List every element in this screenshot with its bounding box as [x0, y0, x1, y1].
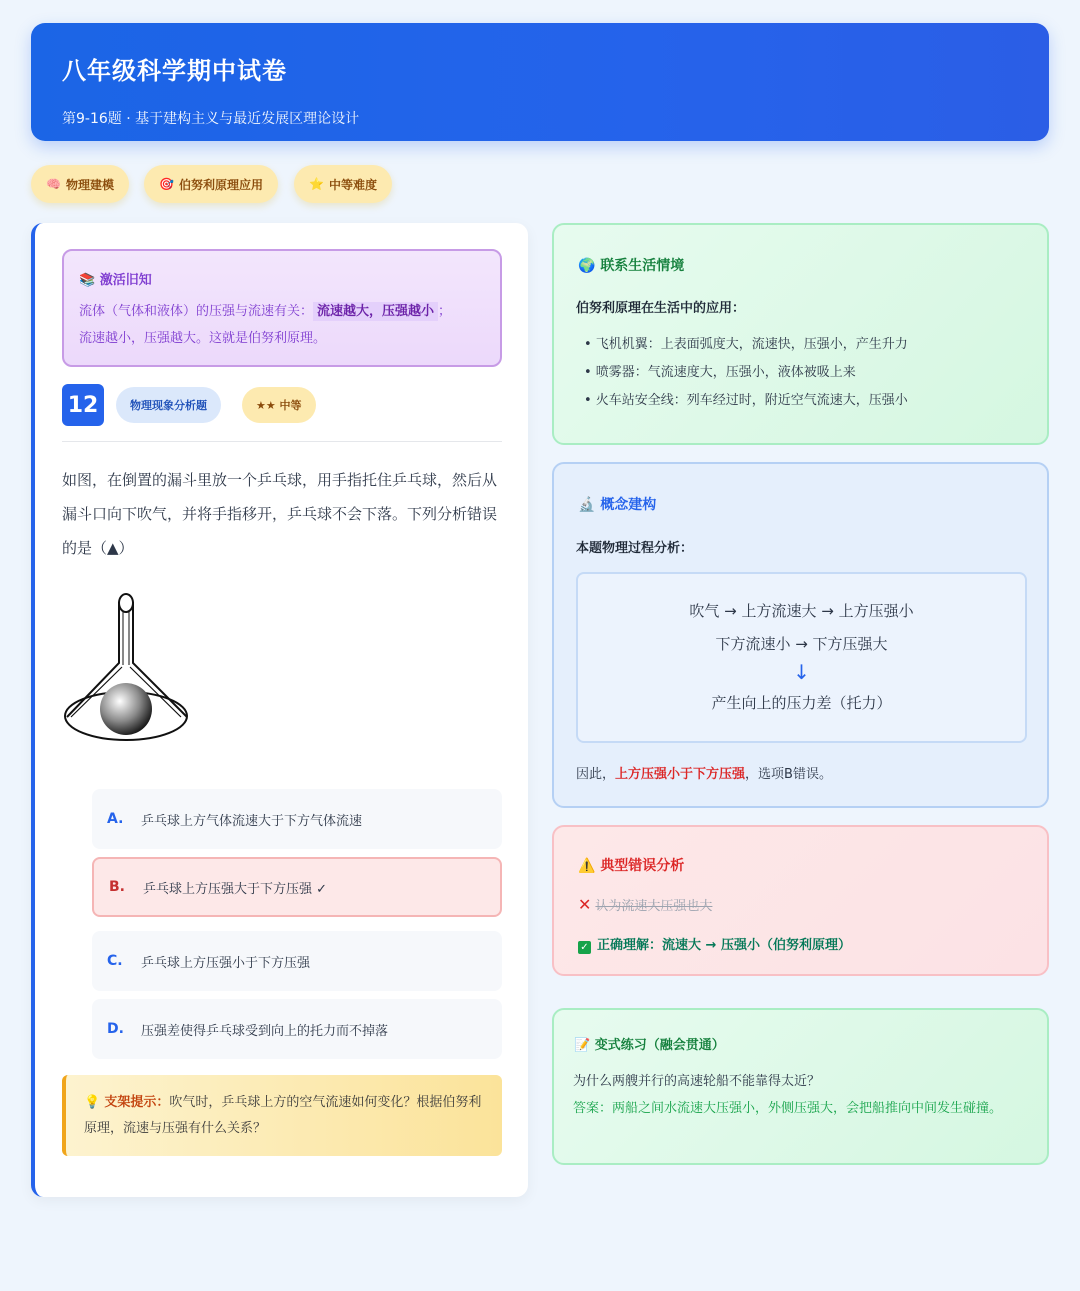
hint-text: 吹气时，乒乓球上方的空气流速如何变化？根据伯努利原理，流速与压强有什么关系？: [84, 1095, 482, 1136]
tag-modeling: [31, 165, 129, 203]
option-text: 乒乓球上方压强小于下方压强: [141, 955, 311, 971]
option-text: 乒乓球上方压强大于下方压强 ✓: [143, 881, 328, 897]
memo-icon: 📝: [574, 1038, 591, 1053]
error-analysis-card: [552, 825, 1049, 976]
activate-text: 流体（气体和液体）的压强与流速有关： 流速越大，压强越小 ； 流速越小，压强越大。这就是伯努利原理。: [79, 304, 452, 346]
activate-knowledge-box: [62, 249, 502, 367]
check-icon: ✓: [578, 941, 591, 954]
page-subtitle: 第9-16题 · 基于建构主义与最近发展区理论设计: [62, 111, 360, 127]
flow-line: 下方流速小 → 下方压强大: [715, 635, 888, 653]
difficulty-badge: ★★ 中等: [242, 387, 316, 423]
hint-label: 支架提示：: [104, 1095, 170, 1110]
warning-icon: ⚠️: [578, 858, 596, 874]
divider: [62, 441, 502, 442]
option-c[interactable]: C. 乒乓球上方压强小于下方压强: [92, 931, 502, 991]
question-number: 12: [62, 384, 104, 426]
page-header: [31, 23, 1049, 141]
tag-bernoulli: [144, 165, 278, 203]
option-a[interactable]: A. 乒乓球上方气体流速大于下方气体流速: [92, 789, 502, 849]
concept-conclusion: 因此，上方压强小于下方压强，选项B错误。: [576, 767, 832, 782]
life-subtitle: 伯努利原理在生活中的应用：: [576, 301, 746, 316]
variant-answer: 答案：两船之间水流速大压强小，外侧压强大，会把船推向中间发生碰撞。: [573, 1101, 1003, 1116]
question-stem: 如图，在倒置的漏斗里放一个乒乓球，用手指托住乒乓球，然后从漏斗口向下吹气，并将手指移开，乒乓球不会下落。下列分析错误的是（▲）: [62, 471, 498, 557]
activate-heading: [79, 269, 485, 288]
lightbulb-icon: 💡: [84, 1095, 101, 1110]
cross-icon: ✕: [578, 895, 592, 914]
concept-heading: 🔬 概念建构: [578, 497, 657, 513]
activate-title: 激活旧知: [99, 273, 152, 288]
scaffold-hint: [62, 1075, 502, 1156]
tag-difficulty: [294, 165, 392, 203]
list-item: • 飞机机翼：上表面弧度大，流速快，压强小，产生升力: [584, 337, 908, 352]
flow-line: 产生向上的压力差（托力）: [711, 694, 892, 712]
concept-subtitle: 本题物理过程分析：: [576, 541, 694, 556]
process-flow-box: [576, 572, 1027, 743]
wrong-understanding: ✕ 认为流速大压强也大: [578, 895, 713, 914]
target-icon: 🎯: [159, 177, 174, 191]
error-heading: ⚠️ 典型错误分析: [578, 858, 685, 874]
question-type-badge: 物理现象分析题: [116, 387, 221, 423]
option-d[interactable]: D. 压强差使得乒乓球受到向上的托力而不掉落: [92, 999, 502, 1059]
tag-label: 物理建模: [65, 177, 114, 192]
list-item: • 火车站安全线：列车经过时，附近空气流速大，压强小: [584, 393, 908, 408]
life-context-card: [552, 223, 1049, 445]
list-item: • 喷雾器：气流速度大，压强小，液体被吸上来: [584, 365, 856, 380]
option-text: 压强差使得乒乓球受到向上的托力而不掉落: [141, 1023, 389, 1039]
question-card: [31, 223, 528, 1197]
variant-heading: 📝 变式练习（融会贯通）: [574, 1038, 725, 1053]
tag-label: 伯努利原理应用: [178, 177, 263, 192]
correct-understanding: ✓ 正确理解：流速大 → 压强小（伯努利原理）: [578, 934, 851, 954]
star-icon: ⭐: [309, 177, 324, 191]
microscope-icon: 🔬: [578, 497, 596, 513]
variant-question: 为什么两艘并行的高速轮船不能靠得太近？: [573, 1074, 821, 1089]
variant-practice-card: [552, 1008, 1049, 1165]
activate-highlight: 流速越大，压强越小: [313, 302, 438, 321]
page-title: 八年级科学期中试卷: [62, 57, 287, 85]
brain-icon: 🧠: [46, 177, 61, 191]
life-list: [584, 331, 908, 415]
life-heading: 🌍 联系生活情境: [578, 258, 685, 274]
flow-line: 吹气 → 上方流速大 → 上方压强小: [689, 602, 914, 620]
concept-card: [552, 462, 1049, 808]
globe-icon: 🌍: [578, 258, 596, 274]
tag-label: 中等难度: [328, 177, 377, 192]
option-b[interactable]: B. 乒乓球上方压强大于下方压强 ✓: [92, 857, 502, 917]
books-icon: 📚: [79, 273, 96, 288]
option-text: 乒乓球上方气体流速大于下方气体流速: [141, 813, 363, 829]
funnel-ball-figure: [62, 591, 202, 755]
down-arrow-icon: ↓: [793, 660, 810, 684]
